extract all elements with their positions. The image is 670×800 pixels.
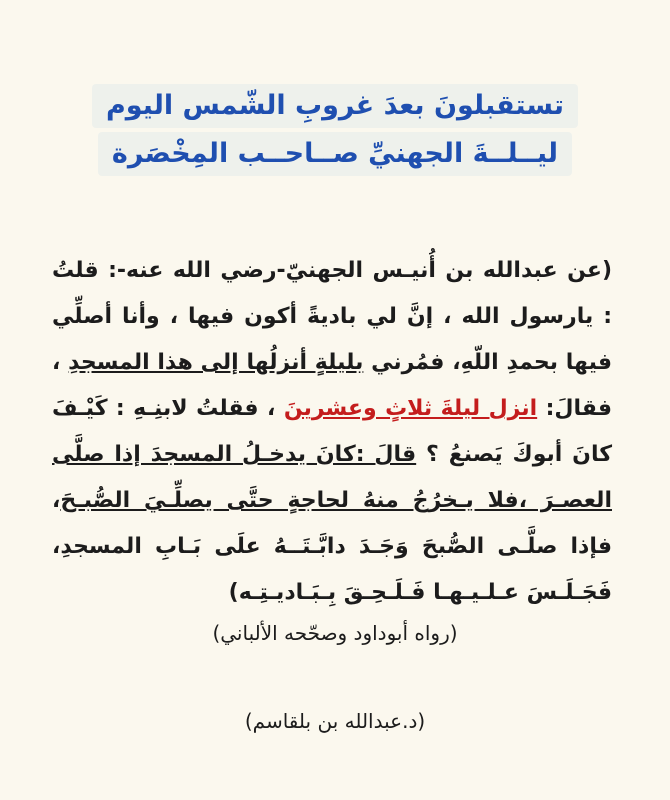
hadith-highlight: انزل ليلةَ ثلاثٍ وعشرينَ — [283, 396, 538, 421]
hadith-source: (رواه أبوداود وصحّحه الألباني) — [212, 621, 458, 645]
author-signature: (د.عبدالله بن بلقاسم) — [244, 709, 426, 733]
hadith-end: ، فإذا صلَّـى الصُّبحَ وَجَـدَ دابَّـتَــهُ علَى بَـابِ المسجدِ، فَجَـلَـسَ عـلـيـهـا فَـلَـحِـقَ بِـبَـاديـتِـه) — [52, 488, 612, 605]
title-line-2: ليــلــةَ الجهنيِّ صــاحــب المِخْصَرة — [98, 132, 572, 176]
hadith-intro: (عن عبدالله بن أُنيـس الجهنيّ-رضي الله عنه-: قلتُ : يارسول الله ، إنَّ لي باديةً أكون فيها ، وأنا أصلِّي فيها بحمدِ اللّهِ، فمُرني — [52, 258, 612, 375]
hadith-mid: ، فقالَ: — [52, 350, 612, 421]
title-line-1: تستقبلونَ بعدَ غروبِ الشّمس اليوم — [92, 84, 578, 128]
hadith-request: بليلةٍ أنزلُها إلى هذا المسجدِ — [68, 350, 364, 375]
hadith-mid2: ، فقلتُ لابنِـهِ : كَيْـفَ كانَ أبوكَ يَصنعُ ؟ — [52, 396, 613, 467]
hadith-answer: قالَ :كانَ يدخـلُ المسجدَ إذا صلَّى العصـرَ ،فلا يـخرُجُ منهُ لحاجةٍ حتَّى يصلِّـيَ الصُّبـحَ — [52, 442, 612, 513]
title-block — [0, 82, 670, 178]
hadith-text — [52, 248, 612, 616]
